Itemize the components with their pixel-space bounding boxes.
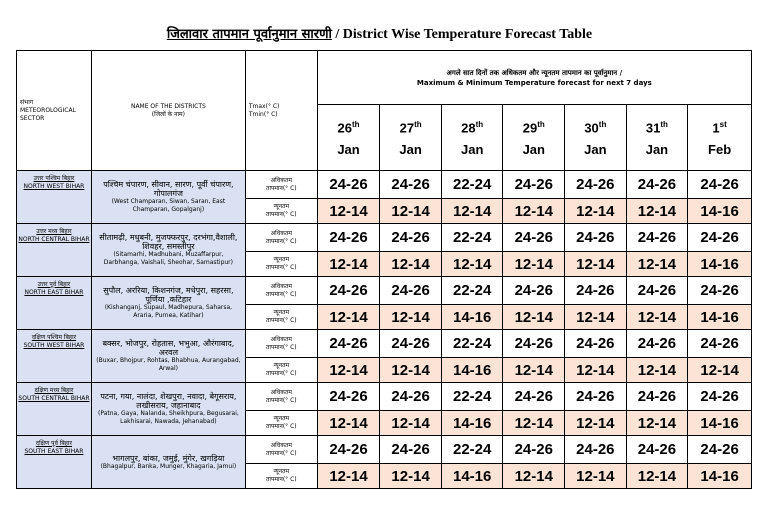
- tmax-value: 24-26: [626, 277, 688, 305]
- header-tmax: Tmax(° C): [248, 102, 280, 110]
- tmin-value: 12-14: [380, 411, 442, 436]
- tmax-value: 24-26: [380, 330, 442, 358]
- tmin-value: 14-16: [441, 411, 503, 436]
- sector-english: NORTH EAST BIHAR: [24, 289, 84, 296]
- tmin-value: 12-14: [380, 464, 442, 489]
- tmax-label: अधिकतम तापमान(° C): [245, 224, 317, 252]
- tmin-value: 12-14: [503, 358, 565, 383]
- sector-row-max: [17, 436, 752, 464]
- tmax-value: 24-26: [565, 277, 627, 305]
- tmin-value: 12-14: [380, 305, 442, 330]
- districts-english: (Sitamarhi, Madhubani, Muzaffarpur, Darbhanga, Vaishali, Sheohar, Samastipur): [103, 251, 233, 266]
- tmax-value: 24-26: [626, 383, 688, 411]
- district-cell: [91, 224, 245, 277]
- tmax-value: 24-26: [503, 330, 565, 358]
- districts-hindi: पश्चिम चंपारण, सीवान, सारण, पूर्वी चंपारण, गोपालगंज: [103, 180, 234, 198]
- tmin-label: न्यूनतम तापमान(° C): [245, 464, 317, 489]
- sector-hindi: दक्षिण मध्य बिहार: [34, 387, 74, 394]
- tmin-value: 14-16: [688, 411, 752, 436]
- tmin-value: 12-14: [565, 252, 627, 277]
- tmin-value: 12-14: [626, 305, 688, 330]
- district-cell: [91, 436, 245, 489]
- sector-english: SOUTH EAST BIHAR: [24, 448, 84, 455]
- title-english: / District Wise Temperature Forecast Table: [331, 27, 593, 42]
- tmin-value: 12-14: [441, 252, 503, 277]
- tmax-value: 24-26: [565, 330, 627, 358]
- header-districts: [91, 51, 245, 171]
- sector-hindi: उत्तर मध्य बिहार: [36, 228, 72, 235]
- tmin-value: 12-14: [565, 358, 627, 383]
- tmax-label: अधिकतम तापमान(° C): [245, 383, 317, 411]
- tmax-value: 24-26: [317, 224, 380, 252]
- tmin-value: 12-14: [503, 199, 565, 224]
- tmin-value: 12-14: [503, 411, 565, 436]
- tmax-value: 22-24: [441, 383, 503, 411]
- tmin-label: न्यूनतम तापमान(° C): [245, 305, 317, 330]
- sector-row-max: [17, 224, 752, 252]
- district-cell: [91, 171, 245, 224]
- tmax-value: 24-26: [565, 224, 627, 252]
- tmax-value: 24-26: [688, 224, 752, 252]
- districts-english: (Bhagalpur, Banka, Munger, Khagaria, Jamui): [100, 462, 237, 470]
- tmin-value: 12-14: [503, 252, 565, 277]
- districts-hindi: सीतामढ़ी, मधुबनी, मुजफ्फरपुर, दरभंगा,वैशाली, शिवहर, समस्तीपुर: [99, 233, 238, 251]
- tmax-value: 24-26: [688, 171, 752, 199]
- tmin-label: न्यूनतम तापमान(° C): [245, 199, 317, 224]
- tmax-value: 24-26: [626, 330, 688, 358]
- tmin-value: 12-14: [626, 358, 688, 383]
- tmax-value: 24-26: [626, 436, 688, 464]
- tmin-value: 14-16: [441, 464, 503, 489]
- tmin-value: 14-16: [688, 305, 752, 330]
- tmin-value: 14-16: [688, 199, 752, 224]
- tmin-value: 12-14: [317, 199, 380, 224]
- tmax-value: 24-26: [626, 224, 688, 252]
- sector-english: NORTH WEST BIHAR: [23, 183, 85, 190]
- tmax-value: 24-26: [503, 277, 565, 305]
- district-cell: [91, 383, 245, 436]
- header-sector-hindi: संभाग: [20, 98, 34, 106]
- tmin-value: 12-14: [380, 358, 442, 383]
- sector-row-max: [17, 330, 752, 358]
- tmax-label: अधिकतम तापमान(° C): [245, 171, 317, 199]
- header-sector-english: METEOROLOGICAL SECTOR: [20, 106, 76, 122]
- forecast-table: [16, 50, 752, 489]
- page-title: [0, 24, 759, 43]
- header-temperature: [245, 51, 317, 171]
- tmin-value: 12-14: [503, 305, 565, 330]
- tmin-value: 12-14: [380, 252, 442, 277]
- district-cell: [91, 330, 245, 383]
- tmax-value: 24-26: [565, 383, 627, 411]
- date-header: 29th Jan: [503, 105, 565, 171]
- tmin-value: 12-14: [626, 464, 688, 489]
- date-header: 27th Jan: [380, 105, 442, 171]
- tmin-value: 12-14: [317, 252, 380, 277]
- tmin-label: न्यूनतम तापमान(° C): [245, 252, 317, 277]
- tmax-value: 24-26: [688, 330, 752, 358]
- tmin-value: 14-16: [441, 358, 503, 383]
- tmax-value: 24-26: [380, 224, 442, 252]
- tmin-value: 12-14: [441, 199, 503, 224]
- sector-cell: [17, 383, 92, 436]
- districts-english: (Kishanganj, Supaul, Madhepura, Saharsa, Araria, Purnea, Katihar): [104, 304, 233, 319]
- tmin-value: 12-14: [626, 252, 688, 277]
- tmax-value: 24-26: [380, 277, 442, 305]
- header-forecast-hindi: अगले सात दिनों तक अधिकतम और न्यूनतम तापमान का पूर्वानुमान /: [446, 68, 623, 77]
- districts-english: (Buxar, Bhojpur, Rohtas, Bhabhua, Aurangabad, Arwal): [96, 357, 241, 372]
- tmax-value: 22-24: [441, 171, 503, 199]
- tmin-value: 12-14: [317, 464, 380, 489]
- tmin-value: 12-14: [317, 305, 380, 330]
- sector-hindi: दक्षिण पूर्व बिहार: [35, 440, 73, 447]
- tmin-value: 12-14: [565, 411, 627, 436]
- tmax-value: 24-26: [503, 383, 565, 411]
- sector-cell: [17, 171, 92, 224]
- tmin-value: 14-16: [688, 464, 752, 489]
- sector-row-max: [17, 383, 752, 411]
- tmin-value: 12-14: [503, 464, 565, 489]
- sector-hindi: उत्तर पूर्व बिहार: [37, 281, 71, 288]
- tmax-value: 24-26: [503, 436, 565, 464]
- title-hindi: जिलावार तापमान पूर्वानुमान सारणी: [166, 27, 332, 42]
- tmax-value: 24-26: [503, 224, 565, 252]
- tmax-value: 22-24: [441, 436, 503, 464]
- sector-english: NORTH CENTRAL BIHAR: [18, 236, 90, 243]
- tmax-value: 24-26: [380, 383, 442, 411]
- districts-english: (West Champaran, Siwan, Saran, East Champaran, Gopalganj): [111, 198, 226, 213]
- tmax-value: 24-26: [503, 171, 565, 199]
- tmax-label: अधिकतम तापमान(° C): [245, 330, 317, 358]
- tmax-value: 24-26: [380, 171, 442, 199]
- tmin-value: 14-16: [688, 252, 752, 277]
- sector-cell: [17, 224, 92, 277]
- tmin-value: 14-16: [441, 305, 503, 330]
- districts-hindi: सुपौल, अररिया, किशनगंज, मधेपुरा, सहरसा, पूर्णिया ,कटिहार: [103, 286, 234, 304]
- date-header: 30th Jan: [565, 105, 627, 171]
- tmax-value: 24-26: [626, 171, 688, 199]
- tmin-value: 12-14: [565, 199, 627, 224]
- tmin-value: 12-14: [626, 411, 688, 436]
- districts-hindi: बक्सर, भोजपुर, रोहतास, भभुआ, औरंगाबाद, अरवल: [102, 339, 235, 357]
- date-header: 31th Jan: [626, 105, 688, 171]
- sector-cell: [17, 330, 92, 383]
- tmax-label: अधिकतम तापमान(° C): [245, 436, 317, 464]
- tmin-value: 12-14: [565, 464, 627, 489]
- date-header: 26th Jan: [317, 105, 380, 171]
- tmax-value: 24-26: [688, 383, 752, 411]
- sector-cell: [17, 277, 92, 330]
- district-cell: [91, 277, 245, 330]
- tmax-value: 22-24: [441, 330, 503, 358]
- sector-cell: [17, 436, 92, 489]
- header-forecast-english: Maximum & Minimum Temperature forecast for next 7 days: [416, 78, 652, 87]
- header-forecast: [317, 51, 751, 105]
- sector-row-max: [17, 277, 752, 305]
- districts-english: (Patna, Gaya, Nalanda, Sheikhpura, Begusarai, Lakhisarai, Nawada, Jehanabad): [98, 410, 239, 425]
- tmax-value: 24-26: [380, 436, 442, 464]
- sector-row-max: [17, 171, 752, 199]
- date-header: 1st Feb: [688, 105, 752, 171]
- sector-english: SOUTH WEST BIHAR: [23, 342, 85, 349]
- header-districts-hindi: (जिलों के नाम): [151, 110, 185, 118]
- tmax-value: 24-26: [565, 171, 627, 199]
- tmin-label: न्यूनतम तापमान(° C): [245, 358, 317, 383]
- sector-hindi: उत्तर पश्चिम बिहार: [33, 175, 75, 182]
- tmax-value: 22-24: [441, 224, 503, 252]
- tmax-value: 24-26: [688, 277, 752, 305]
- tmin-value: 12-14: [565, 305, 627, 330]
- tmax-value: 24-26: [688, 436, 752, 464]
- tmin-value: 12-14: [317, 411, 380, 436]
- tmax-value: 24-26: [317, 330, 380, 358]
- tmax-value: 24-26: [317, 277, 380, 305]
- districts-hindi: पटना, गया, नालंदा, शेखपुरा, नवादा, बेगूसराय, लखीसराय, जहानाबाद: [100, 392, 237, 410]
- header-districts-english: NAME OF THE DISTRICTS: [130, 102, 206, 110]
- tmax-label: अधिकतम तापमान(° C): [245, 277, 317, 305]
- date-header: 28th Jan: [441, 105, 503, 171]
- tmin-value: 12-14: [317, 358, 380, 383]
- tmin-value: 12-14: [626, 199, 688, 224]
- tmax-value: 24-26: [565, 436, 627, 464]
- sector-english: SOUTH CENTRAL BIHAR: [18, 395, 90, 402]
- districts-hindi: भागलपुर, बांका, जमुई, मुंगेर, खगड़िया: [112, 453, 225, 463]
- tmin-value: 12-14: [380, 199, 442, 224]
- header-tmin: Tmin(° C): [248, 110, 278, 118]
- tmax-value: 24-26: [317, 383, 380, 411]
- tmin-value: 12-14: [688, 358, 752, 383]
- tmin-label: न्यूनतम तापमान(° C): [245, 411, 317, 436]
- sector-hindi: दक्षिण पश्चिम बिहार: [31, 334, 77, 341]
- header-sector: [17, 51, 92, 171]
- tmax-value: 24-26: [317, 436, 380, 464]
- tmax-value: 22-24: [441, 277, 503, 305]
- tmax-value: 24-26: [317, 171, 380, 199]
